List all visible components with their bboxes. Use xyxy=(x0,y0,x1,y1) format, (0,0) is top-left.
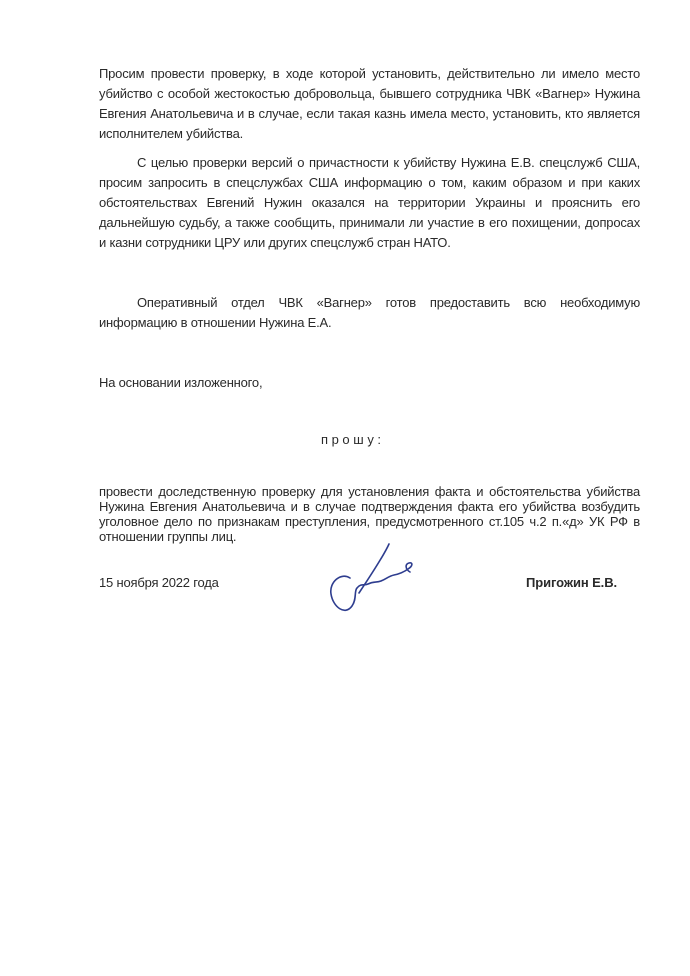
text-line: информацию в отношении Нужина Е.А. xyxy=(99,315,332,330)
signature-loop-and-wave xyxy=(331,563,412,610)
text-line: Оперативный отдел ЧВК «Вагнер» готов предоставить всю необходимую xyxy=(137,295,640,310)
text-line: Евгения Анатольевича и в случае, если такая казнь имела место, установить, кто является xyxy=(99,106,640,121)
text-line: и казни сотрудники ЦРУ или других спецслужб стран НАТО. xyxy=(99,235,451,250)
text-line: провести доследственную проверку для установления факта и обстоятельства убийства xyxy=(99,484,640,499)
paragraph-request-check xyxy=(99,64,640,144)
paragraph-petition xyxy=(99,484,640,544)
signer-name: Пригожин Е.В. xyxy=(526,575,617,590)
text-line: убийство с особой жестокостью добровольца, бывшего сотрудника ЧВК «Вагнер» Нужина xyxy=(99,86,640,101)
text-line: уголовное дело по признакам преступления, предусмотренного ст.105 ч.2 п.«д» УК РФ в xyxy=(99,514,640,529)
text-line: дальнейшую судьбу, а также сообщить, принимали ли участие в его похищении, допросах xyxy=(99,215,640,230)
basis-statement xyxy=(99,373,640,393)
text-line: обстоятельствах Евгений Нужин оказался на территории Украины и прояснить его xyxy=(99,195,640,210)
text-line: отношении группы лиц. xyxy=(99,529,237,544)
text-line: С целью проверки версий о причастности к убийству Нужина Е.В. спецслужб США, xyxy=(137,155,640,170)
paragraph-operations-dept xyxy=(99,293,640,333)
text-line: Просим провести проверку, в ходе которой установить, действительно ли имело место xyxy=(99,66,640,81)
text-line: Нужина Евгения Анатольевича и в случае подтверждения факта его убийства возбудить xyxy=(99,499,640,514)
request-heading: п р о ш у : xyxy=(320,432,382,447)
signature-long-stroke xyxy=(359,544,389,593)
text-line: просим запросить в спецслужбах США информацию о том, каким образом и при каких xyxy=(99,175,640,190)
document-content xyxy=(99,0,640,593)
text-line: На основании изложенного, xyxy=(99,375,263,390)
text-line: исполнителем убийства. xyxy=(99,126,244,141)
handwritten-signature-icon xyxy=(323,538,419,620)
paragraph-usa-inquiry xyxy=(99,153,640,253)
document-date: 15 ноября 2022 года xyxy=(99,575,219,590)
